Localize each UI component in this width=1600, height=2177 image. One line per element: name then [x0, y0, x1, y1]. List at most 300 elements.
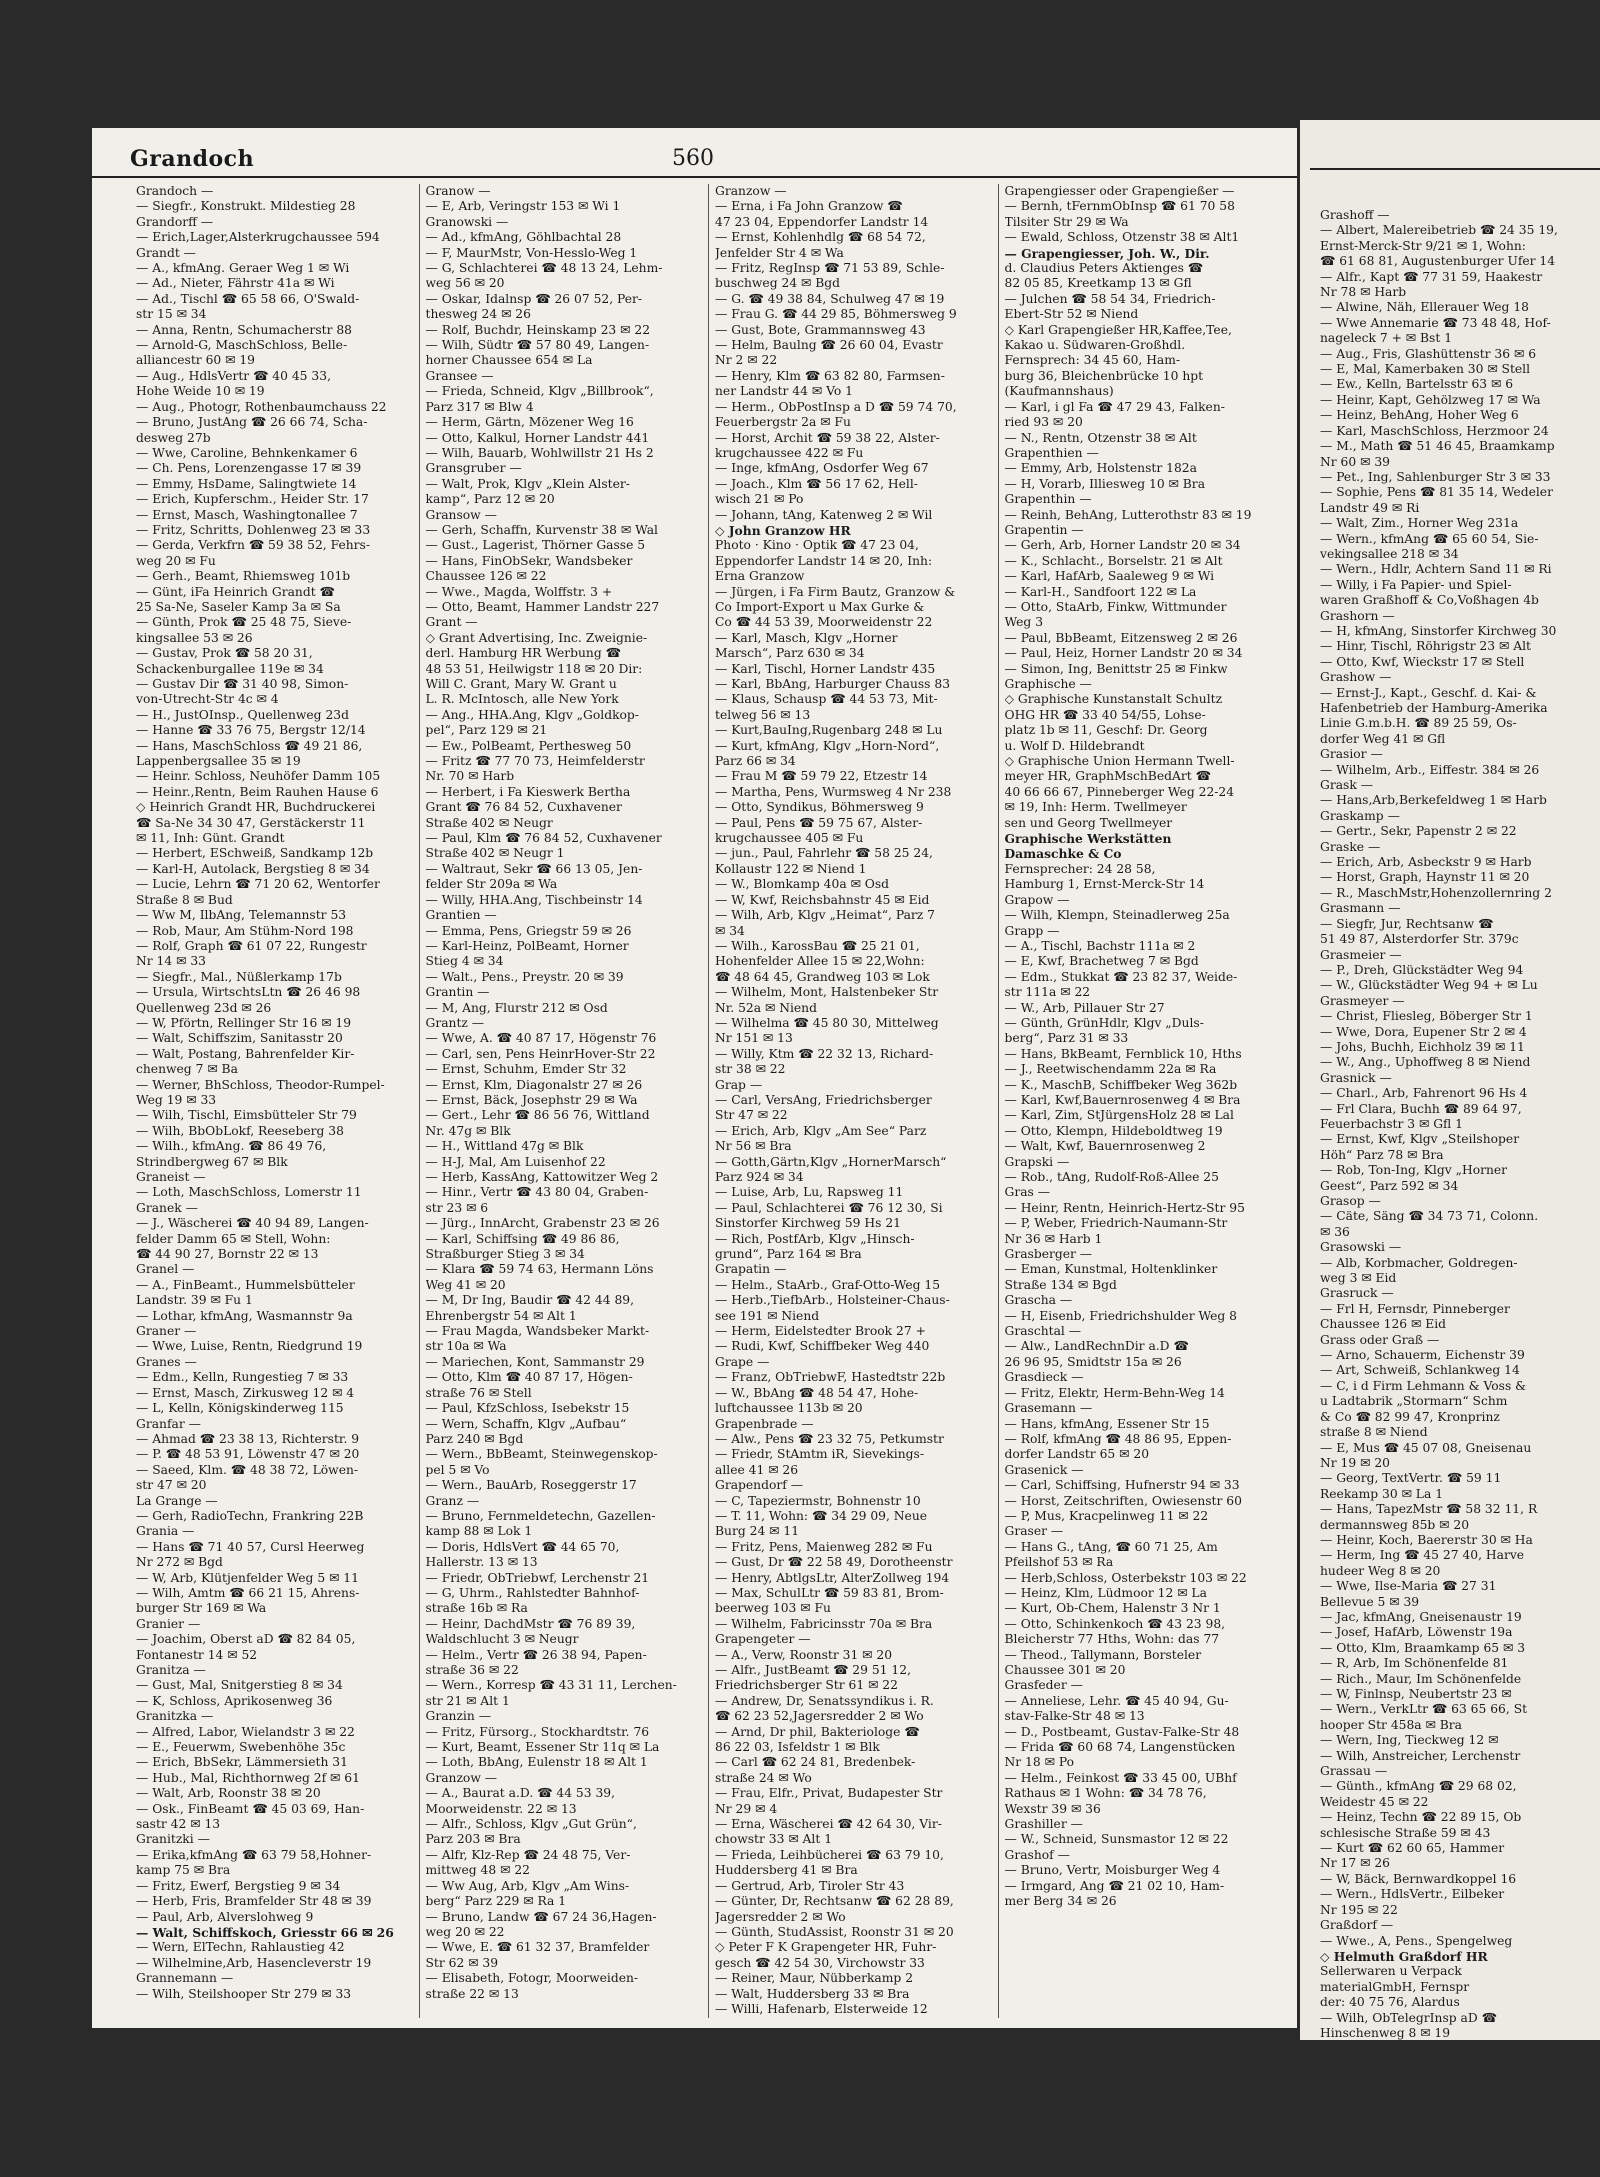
directory-entry: — Paul, Klm ☎ 76 84 52, Cuxhavener [425, 831, 662, 846]
directory-entry: — A., Tischl, Bachstr 111a ✉ 2 [1004, 938, 1196, 953]
directory-entry: meyer HR, GraphMschBedArt ☎ [1004, 769, 1211, 784]
directory-entry: Weg 19 ✉ 33 [136, 1092, 217, 1107]
directory-entry: — Emma, Pens, Griegstr 59 ✉ 26 [425, 923, 632, 938]
directory-entry: Grapski — [1004, 1154, 1070, 1169]
facing-page-entry: & Co ☎ 82 99 47, Kronprinz [1320, 1409, 1500, 1424]
directory-entry: Gransow — [425, 507, 497, 522]
column-1 [130, 184, 420, 2018]
directory-entry: straße 36 ✉ 22 [425, 1663, 519, 1677]
directory-entry: — Karl, BbAng, Harburger Chauss 83 [715, 677, 951, 691]
facing-page-entry: — Wern., Hdlr, Achtern Sand 11 ✉ Ri [1320, 562, 1552, 577]
facing-page-entry: Landstr 49 ✉ Ri [1320, 500, 1420, 515]
directory-entry: — Bernh, tFernmObInsp ☎ 61 70 58 [1004, 199, 1235, 214]
directory-entry: — Karl, Kwf,Bauernrosenweg 4 ✉ Bra [1004, 1092, 1241, 1107]
directory-entry: Hamburg 1, Ernst-Merck-Str 14 [1004, 877, 1205, 892]
directory-entry: Nr 29 ✉ 4 [715, 1801, 778, 1816]
directory-entry: — Ernst, Bäck, Josephstr 29 ✉ Wa [425, 1092, 638, 1107]
directory-entry: — Helm., Vertr ☎ 26 38 94, Papen- [425, 1647, 647, 1662]
facing-page-entry: — E, Mal, Kamerbaken 30 ✉ Stell [1320, 362, 1531, 377]
directory-entry: — Karl, i gl Fa ☎ 47 29 43, Falken- [1004, 399, 1225, 414]
directory-entry: ried 93 ✉ 20 [1004, 415, 1083, 430]
directory-entry: — Rich, PostfArb, Klgv „Hinsch- [715, 1231, 915, 1246]
directory-entry: — Helm, Baulng ☎ 26 60 04, Evastr [715, 338, 943, 353]
directory-entry: La Grange — [136, 1493, 218, 1508]
facing-page-entry: — Alwine, Näh, Ellerauer Weg 18 [1320, 300, 1529, 315]
directory-entry: — Karl-H., Sandfoort 122 ✉ La [1004, 584, 1197, 599]
directory-entry: Str 62 ✉ 39 [425, 1955, 499, 1970]
facing-page-entry: — Otto, Kwf, Wieckstr 17 ✉ Stell [1320, 654, 1525, 669]
directory-entry: — Rob., tAng, Rudolf-Roß-Allee 25 [1004, 1170, 1219, 1184]
directory-entry: — Walt, Arb, Roonstr 38 ✉ 20 [136, 1786, 321, 1801]
facing-page-entry: — W., Glückstädter Weg 94 + ✉ Lu [1320, 978, 1538, 993]
directory-entry: dorfer Landstr 65 ✉ 20 [1004, 1447, 1150, 1462]
directory-entry: — Arnold-G, MaschSchloss, Belle- [136, 338, 348, 353]
directory-entry: — Wilhelma ☎ 45 80 30, Mittelweg [715, 1015, 939, 1030]
directory-entry: Granow — [425, 184, 491, 198]
directory-entry: Co ☎ 44 53 39, Moorweidenstr 22 [715, 615, 933, 630]
directory-entry: Kollaustr 122 ✉ Niend 1 [715, 861, 867, 876]
directory-entry: telweg 56 ✉ 13 [715, 707, 811, 722]
facing-page-entry: Hinschenweg 8 ✉ 19 [1320, 2025, 1451, 2040]
directory-entry: Hallerstr. 13 ✉ 13 [425, 1555, 538, 1570]
directory-entry: derl. Hamburg HR Werbung ☎ [425, 646, 621, 661]
directory-entry: — Karl, HafArb, Saaleweg 9 ✉ Wi [1004, 569, 1215, 584]
facing-page-entry: — Günth., kfmAng ☎ 29 68 02, [1320, 1779, 1517, 1794]
directory-entry: — Bruno, Landw ☎ 67 24 36,Hagen- [425, 1909, 657, 1924]
directory-entry: — Otto, Syndikus, Böhmersweg 9 [715, 800, 924, 815]
directory-entry: ◇ Karl Grapengießer HR,Kaffee,Tee, [1004, 322, 1232, 337]
facing-page-entry: Graskamp — [1320, 808, 1400, 823]
facing-page-entry: — P., Dreh, Glückstädter Weg 94 [1320, 962, 1524, 977]
directory-entry: — Herb,Schloss, Osterbekstr 103 ✉ 22 [1004, 1570, 1247, 1585]
facing-page-entry: straße 8 ✉ Niend [1320, 1425, 1428, 1440]
directory-entry: Grashiller — [1004, 1817, 1083, 1832]
directory-entry: — Simon, Ing, Benittstr 25 ✉ Finkw [1004, 661, 1228, 676]
directory-entry: — Walt., Pens., Preystr. 20 ✉ 39 [425, 969, 624, 984]
directory-entry: — Karl-Heinz, PolBeamt, Horner [425, 938, 629, 953]
facing-page-entry: — Georg, TextVertr. ☎ 59 11 [1320, 1471, 1502, 1486]
directory-entry: str 111a ✉ 22 [1004, 985, 1091, 1000]
directory-entry: — Wwe, Luise, Rentn, Riedgrund 19 [136, 1339, 363, 1354]
directory-entry: — Herm., ObPostInsp a D ☎ 59 74 70, [715, 399, 957, 414]
directory-entry: Grasemann — [1004, 1401, 1093, 1416]
facing-page-entry: — Wern., VerkLtr ☎ 63 65 66, St [1320, 1702, 1528, 1717]
directory-entry: — Wern., Korresp ☎ 43 31 11, Lerchen- [425, 1678, 677, 1693]
directory-entry: — Frau M ☎ 59 79 22, Etzestr 14 [715, 769, 928, 784]
directory-entry: Nr. 70 ✉ Harb [425, 769, 515, 784]
directory-entry: felder Damm 65 ✉ Stell, Wohn: [136, 1231, 331, 1246]
directory-entry: — Erich, Arb, Klgv „Am See“ Parz [715, 1123, 927, 1138]
directory-entry: — Anna, Rentn, Schumacherstr 88 [136, 322, 353, 337]
directory-entry: Parz 240 ✉ Bgd [425, 1431, 524, 1446]
directory-entry: — Gust., Lagerist, Thörner Gasse 5 [425, 538, 646, 553]
directory-entry: — Gerh., Beamt, Rhiemsweg 101b [136, 569, 351, 584]
directory-entry: Moorweidenstr. 22 ✉ 13 [425, 1801, 577, 1816]
directory-entry: — Waltraut, Sekr ☎ 66 13 05, Jen- [425, 861, 643, 876]
directory-entry: — Jürg., InnArcht, Grabenstr 23 ✉ 26 [425, 1216, 660, 1231]
directory-entry: — Walt, Huddersberg 33 ✉ Bra [715, 1986, 910, 2001]
directory-entry: Nr 18 ✉ Po [1004, 1755, 1074, 1770]
facing-page-entry: — Aug., Fris, Glashüttenstr 36 ✉ 6 [1320, 346, 1537, 361]
directory-entry: Hohenfelder Allee 15 ✉ 22,Wohn: [715, 954, 925, 969]
directory-entry: sastr 42 ✉ 13 [136, 1817, 221, 1832]
facing-page-entry: ◇ Helmuth Graßdorf HR [1320, 1948, 1488, 1964]
directory-entry: — Hinr., Vertr ☎ 43 80 04, Graben- [425, 1185, 649, 1200]
directory-entry: — Paul, Pens ☎ 59 75 67, Alster- [715, 815, 923, 830]
facing-page-entry: — Ernst, Kwf, Klgv „Steilshoper [1320, 1132, 1520, 1147]
directory-entry: — Wern, ElTechn, Rahlaustieg 42 [136, 1940, 345, 1955]
facing-page-entry: Graske — [1320, 839, 1381, 854]
directory-entry: Straßburger Stieg 3 ✉ 34 [425, 1247, 585, 1262]
directory-entry: — Jürgen, i Fa Firm Bautz, Granzow & [715, 584, 956, 599]
directory-entry: — W., Schneid, Sunsmastor 12 ✉ 22 [1004, 1832, 1229, 1847]
directory-entry: — Ad., Nieter, Fährstr 41a ✉ Wi [136, 276, 335, 291]
directory-entry: — Werner, BhSchloss, Theodor-Rumpel- [136, 1077, 385, 1092]
directory-entry: krugchaussee 405 ✉ Fu [715, 831, 864, 846]
directory-entry: — Alw., Pens ☎ 23 32 75, Petkumstr [715, 1431, 944, 1446]
facing-page-entry: — E, Mus ☎ 45 07 08, Gneisenau [1320, 1440, 1532, 1455]
directory-entry: — jun., Paul, Fahrlehr ☎ 58 25 24, [715, 846, 933, 861]
facing-page-entry: — Wilhelm, Arb., Eiffestr. 384 ✉ 26 [1320, 762, 1540, 777]
directory-entry: — Wilh, Arb, Klgv „Heimat“, Parz 7 [715, 908, 936, 923]
directory-entry: Grandorff — [136, 214, 214, 229]
directory-entry: — Kurt, Ob-Chem, Halenstr 3 Nr 1 [1004, 1601, 1221, 1616]
directory-entry: — Ww Aug, Arb, Klgv „Am Wins- [425, 1878, 630, 1893]
directory-entry: — Otto, Schinkenkoch ☎ 43 23 98, [1004, 1616, 1226, 1631]
directory-entry: straße 76 ✉ Stell [425, 1385, 532, 1400]
directory-entry: Grapenbrade — [715, 1416, 814, 1431]
directory-entry: Granitzki — [136, 1832, 210, 1847]
directory-entry: — Reiner, Maur, Nübberkamp 2 [715, 1971, 914, 1986]
directory-entry: — Siegfr., Konstrukt. Mildestieg 28 [136, 199, 356, 214]
facing-page-entry: — C, i d Firm Lehmann & Voss & [1320, 1378, 1527, 1393]
directory-entry: — G, Uhrm., Rahlstedter Bahnhof- [425, 1585, 640, 1600]
facing-page-entry: Höh“ Parz 78 ✉ Bra [1320, 1147, 1444, 1162]
directory-entry: — Bruno, JustAng ☎ 26 66 74, Scha- [136, 415, 368, 430]
facing-page-entry: — Ew., Kelln, Bartelsstr 63 ✉ 6 [1320, 377, 1514, 392]
directory-entry: straße 16b ✉ Ra [425, 1601, 528, 1616]
directory-page [92, 128, 1297, 2028]
facing-page-entry: — Hans,Arb,Berkefeldweg 1 ✉ Harb [1320, 793, 1547, 808]
directory-entry: — Herbert, i Fa Kieswerk Bertha [425, 784, 631, 799]
directory-entry: mer Berg 34 ✉ 26 [1004, 1894, 1117, 1909]
facing-page-entry: Nr 78 ✉ Harb [1320, 285, 1407, 300]
directory-entry: — Johann, tAng, Katenweg 2 ✉ Wil [715, 507, 933, 522]
directory-entry: ◇ Graphische Kunstanstalt Schultz [1004, 692, 1223, 707]
directory-entry: — Martha, Pens, Wurmsweg 4 Nr 238 [715, 784, 952, 799]
directory-entry: — Heinr, DachdMstr ☎ 76 89 39, [425, 1616, 636, 1631]
directory-entry: — Fritz, Pens, Maienweg 282 ✉ Fu [715, 1539, 933, 1554]
directory-entry: Grap — [715, 1077, 763, 1092]
directory-entry: — Ernst, Masch, Zirkusweg 12 ✉ 4 [136, 1385, 355, 1400]
directory-entry: — Joach., Klm ☎ 56 17 62, Hell- [715, 476, 918, 491]
directory-entry: — T. 11, Wohn: ☎ 34 29 09, Neue [715, 1508, 928, 1523]
directory-entry: Grapatin — [715, 1262, 787, 1277]
facing-page-entry: Nr 19 ✉ 20 [1320, 1455, 1390, 1470]
directory-entry: — Ww M, IlbAng, Telemannstr 53 [136, 908, 347, 923]
directory-entry: Grapenthien — [1004, 445, 1099, 460]
directory-entry: Rathaus ✉ 1 Wohn: ☎ 34 78 76, [1004, 1786, 1207, 1801]
directory-entry: chowstr 33 ✉ Alt 1 [715, 1832, 833, 1847]
directory-entry: — Gertrud, Arb, Tiroler Str 43 [715, 1878, 905, 1893]
facing-page-entry: — Wwe., A, Pens., Spengelweg [1320, 1933, 1513, 1948]
directory-entry: — Willi, Hafenarb, Elsterweide 12 [715, 2001, 928, 2016]
directory-entry: pel“, Parz 129 ✉ 21 [425, 723, 548, 738]
facing-page-entry: schlesische Straße 59 ✉ 43 [1320, 1825, 1491, 1840]
directory-entry: — Loth, MaschSchloss, Lomerstr 11 [136, 1185, 362, 1200]
directory-entry: ◇ Peter F K Grapengeter HR, Fuhr- [715, 1940, 937, 1955]
directory-entry: — Julchen ☎ 58 54 34, Friedrich- [1004, 291, 1216, 306]
directory-entry: — Günth, GrünHdlr, Klgv „Duls- [1004, 1015, 1204, 1030]
directory-entry: — Ewald, Schloss, Otzenstr 38 ✉ Alt1 [1004, 230, 1240, 245]
directory-entry: — Alfr, Klz-Rep ☎ 24 48 75, Ver- [425, 1847, 631, 1862]
directory-entry: berg“ Parz 229 ✉ Ra 1 [425, 1894, 567, 1909]
directory-entry: Jenfelder Str 4 ✉ Wa [715, 245, 844, 260]
directory-entry: — A., FinBeamt., Hummelsbütteler [136, 1277, 355, 1292]
directory-entry: — Klara ☎ 59 74 63, Hermann Löns [425, 1262, 654, 1277]
facing-page-entry: Grasowski — [1320, 1240, 1402, 1255]
columns [130, 184, 1287, 2018]
facing-page-entry: Hafenbetrieb der Hamburg-Amerika [1320, 701, 1548, 715]
directory-entry: Jagersredder 2 ✉ Wo [715, 1909, 846, 1924]
directory-entry: str 23 ✉ 6 [425, 1200, 489, 1215]
directory-entry: Nr 36 ✉ Harb 1 [1004, 1231, 1103, 1246]
facing-page-entry: — Willy, i Fa Papier- und Spiel- [1320, 577, 1512, 592]
facing-page-entry: Nr 195 ✉ 22 [1320, 1902, 1398, 1917]
directory-entry: 47 23 04, Eppendorfer Landstr 14 [715, 214, 929, 229]
directory-entry: — Hans ☎ 71 40 57, Cursl Heerweg [136, 1539, 365, 1554]
directory-entry: — F, MaurMstr, Von-Hesslo-Weg 1 [425, 245, 638, 260]
directory-entry: — Erich, Kupferschm., Heider Str. 17 [136, 492, 369, 507]
directory-entry: — Hans G., tAng, ☎ 60 71 25, Am [1004, 1539, 1218, 1554]
directory-entry: — Wilhelm, Fabricinsstr 70a ✉ Bra [715, 1616, 933, 1631]
directory-entry: kamp 88 ✉ Lok 1 [425, 1524, 533, 1539]
directory-entry: Marsch“, Parz 630 ✉ 34 [715, 646, 865, 661]
directory-entry: — Hans, BkBeamt, Fernblick 10, Hths [1004, 1046, 1242, 1061]
facing-page-entry: — Otto, Klm, Braamkamp 65 ✉ 3 [1320, 1640, 1526, 1655]
directory-entry: — Fritz, RegInsp ☎ 71 53 89, Schle- [715, 261, 945, 276]
directory-entry: Hohe Weide 10 ✉ 19 [136, 384, 265, 399]
directory-entry: — Wern., BauArb, Roseggerstr 17 [425, 1478, 637, 1493]
directory-entry: — Saeed, Klm. ☎ 48 38 72, Löwen- [136, 1462, 359, 1477]
directory-entry: — Karl, Masch, Klgv „Horner [715, 630, 898, 645]
directory-entry: — Paul, BbBeamt, Eitzensweg 2 ✉ 26 [1004, 630, 1238, 645]
facing-page-entry: — Walt, Zim., Horner Weg 231a [1320, 516, 1519, 531]
directory-entry: kamp“, Parz 12 ✉ 20 [425, 492, 555, 507]
facing-page-entry: — Christ, Fliesleg, Böberger Str 1 [1320, 1009, 1533, 1024]
facing-page-entry: Graßdorf — [1320, 1918, 1394, 1933]
directory-entry: Will C. Grant, Mary W. Grant u [425, 677, 617, 691]
directory-entry: — Karl-H, Autolack, Bergstieg 8 ✉ 34 [136, 861, 370, 876]
directory-entry: — Willy, HHA.Ang, Tischbeinstr 14 [425, 892, 643, 907]
directory-entry: — Wilh., kfmAng. ☎ 86 49 76, [136, 1139, 327, 1154]
directory-entry: — Rob, Maur, Am Stühm-Nord 198 [136, 923, 354, 938]
directory-entry: — K, Schloss, Aprikosenweg 36 [136, 1693, 333, 1708]
directory-entry: — Bruno, Vertr, Moisburger Weg 4 [1004, 1863, 1221, 1878]
directory-entry: — Helm., StaArb., Graf-Otto-Weg 15 [715, 1277, 941, 1292]
facing-page-entry: Weidestr 45 ✉ 22 [1320, 1794, 1429, 1809]
directory-entry: — Günt, iFa Heinrich Grandt ☎ [136, 584, 335, 599]
facing-page-entry: — M., Math ☎ 51 46 45, Braamkamp [1320, 439, 1555, 454]
facing-page-entry: Reekamp 30 ✉ La 1 [1320, 1486, 1444, 1501]
directory-entry: kingsallee 53 ✉ 26 [136, 630, 253, 645]
directory-entry: luftchaussee 113b ✉ 20 [715, 1401, 863, 1416]
facing-page-entry: — W, Finlnsp, Neubertstr 23 ✉ [1320, 1687, 1512, 1701]
directory-entry: Grania — [136, 1524, 195, 1539]
directory-entry: — H., Wittland 47g ✉ Blk [425, 1139, 584, 1154]
directory-entry: Straße 402 ✉ Neugr [425, 815, 553, 830]
directory-entry: — Friedr, ObTriebwf, Lerchenstr 21 [425, 1570, 650, 1585]
facing-page-entry: Grashorn — [1320, 608, 1395, 623]
directory-entry: — Gerh, RadioTechn, Frankring 22B [136, 1508, 364, 1523]
directory-entry: — Frida ☎ 60 68 74, Langenstücken [1004, 1740, 1236, 1755]
directory-entry: — Erich,Lager,Alsterkrugchaussee 594 [136, 230, 380, 245]
facing-page-entry: — Gertr., Sekr, Papenstr 2 ✉ 22 [1320, 824, 1517, 839]
directory-entry: — Willy, Ktm ☎ 22 32 13, Richard- [715, 1046, 934, 1061]
facing-page-entry: Bellevue 5 ✉ 39 [1320, 1594, 1420, 1609]
directory-entry: Weg 41 ✉ 20 [425, 1277, 506, 1292]
directory-entry: — Doris, HdlsVert ☎ 44 65 70, [425, 1539, 620, 1554]
directory-entry: — N., Rentn, Otzenstr 38 ✉ Alt [1004, 430, 1197, 445]
directory-entry: — Carl ☎ 62 24 81, Bredenbek- [715, 1755, 916, 1770]
directory-entry: — Erika,kfmAng ☎ 63 79 58,Hohner- [136, 1847, 372, 1862]
facing-page-entry: — Erich, Arb, Asbeckstr 9 ✉ Harb [1320, 855, 1532, 870]
directory-entry: — A., Baurat a.D. ☎ 44 53 39, [425, 1786, 616, 1801]
directory-entry: 40 66 66 67, Pinneberger Weg 22-24 [1004, 784, 1235, 799]
directory-entry: ✉ 11, Inh: Günt. Grandt [136, 831, 285, 846]
directory-entry: burger Str 169 ✉ Wa [136, 1601, 267, 1616]
directory-entry: — Theod., Tallymann, Borsteler [1004, 1647, 1202, 1662]
directory-entry: — Herb, Fris, Bramfelder Str 48 ✉ 39 [136, 1894, 372, 1909]
directory-entry: — Alw., LandRechnDir a.D ☎ [1004, 1339, 1189, 1354]
facing-page-entry: — R, Arb, Im Schönenfelde 81 [1320, 1656, 1509, 1671]
directory-entry: — Hans, kfmAng, Essener Str 15 [1004, 1416, 1210, 1431]
directory-entry: mittweg 48 ✉ 22 [425, 1863, 530, 1878]
directory-entry: — Heinr, Rentn, Heinrich-Hertz-Str 95 [1004, 1200, 1245, 1215]
directory-entry: — Gerh, Arb, Horner Landstr 20 ✉ 34 [1004, 538, 1241, 553]
facing-page-entry: Grasop — [1320, 1194, 1381, 1208]
directory-entry: — Wwe, A. ☎ 40 87 17, Högenstr 76 [425, 1031, 657, 1046]
directory-entry: Straße 134 ✉ Bgd [1004, 1277, 1117, 1292]
facing-page-entry: 51 49 87, Alsterdorfer Str. 379c [1320, 932, 1519, 947]
facing-page-entry: Grasior — [1320, 747, 1383, 762]
directory-entry: — Inge, kfmAng, Osdorfer Weg 67 [715, 461, 929, 476]
directory-entry: Wexstr 39 ✉ 36 [1004, 1801, 1101, 1816]
directory-entry: — Paul, Schlachterei ☎ 76 12 30, Si [715, 1200, 943, 1215]
directory-entry: stav-Falke-Str 48 ✉ 13 [1004, 1709, 1145, 1724]
directory-entry: Pfeilshof 53 ✉ Ra [1004, 1555, 1114, 1570]
directory-entry: Kakao u. Südwaren-Großhdl. [1004, 338, 1186, 353]
directory-entry: — Wilh, BbObLokf, Reeseberg 38 [136, 1123, 344, 1138]
directory-entry: Nr 14 ✉ 33 [136, 954, 206, 969]
directory-entry: — A., Verw, Roonstr 31 ✉ 20 [715, 1647, 893, 1662]
directory-entry: — W., Arb, Pillauer Str 27 [1004, 1000, 1165, 1015]
directory-entry: — Wern, Schaffn, Klgv „Aufbau“ [425, 1416, 627, 1431]
directory-entry: felder Str 209a ✉ Wa [425, 877, 558, 892]
running-head: Grandoch [130, 146, 255, 172]
directory-entry: Graser — [1004, 1524, 1064, 1539]
directory-entry: — Elisabeth, Fotogr, Moorweiden- [425, 1971, 639, 1986]
directory-entry: Burg 24 ✉ 11 [715, 1524, 800, 1539]
directory-entry: u. Wolf D. Hildebrandt [1004, 738, 1145, 753]
directory-entry: — Wilh, Steilshooper Str 279 ✉ 33 [136, 1986, 352, 2001]
directory-entry: Photo · Kino · Optik ☎ 47 23 04, [715, 538, 919, 553]
directory-entry: — P, Mus, Kracpelinweg 11 ✉ 22 [1004, 1508, 1209, 1523]
facing-page-entry: Grassau — [1320, 1764, 1388, 1779]
directory-entry: — Loth, BbAng, Eulenstr 18 ✉ Alt 1 [425, 1755, 648, 1770]
directory-entry: Damaschke & Co [1004, 846, 1122, 862]
directory-entry: — Erna, i Fa John Granzow ☎ [715, 199, 903, 214]
directory-entry: — H, Eisenb, Friedrichshulder Weg 8 [1004, 1308, 1237, 1323]
directory-entry: Grapow — [1004, 892, 1070, 907]
directory-entry: Erna Granzow [715, 569, 805, 584]
directory-entry: — Otto, Beamt, Hammer Landstr 227 [425, 599, 660, 614]
directory-entry: — A., kfmAng. Geraer Weg 1 ✉ Wi [136, 261, 350, 276]
directory-entry: — E, Arb, Veringstr 153 ✉ Wi 1 [425, 199, 621, 214]
directory-entry: — J., Wäscherei ☎ 40 94 89, Langen- [136, 1216, 369, 1231]
directory-entry: ☎ 44 90 27, Bornstr 22 ✉ 13 [136, 1247, 319, 1262]
facing-page-entry: — Heinz, Techn ☎ 22 89 15, Ob [1320, 1810, 1522, 1825]
directory-entry: — Kurt,BauIng,Rugenbarg 248 ✉ Lu [715, 723, 943, 738]
directory-entry: — Eman, Kunstmal, Holtenklinker [1004, 1262, 1218, 1277]
directory-entry: Nr 56 ✉ Bra [715, 1139, 792, 1154]
directory-entry: ◇ Graphische Union Hermann Twell- [1004, 754, 1235, 769]
facing-page-entry: Grasmeier — [1320, 947, 1402, 962]
directory-entry: Granel — [136, 1262, 195, 1277]
facing-page-entry: hooper Str 458a ✉ Bra [1320, 1717, 1462, 1732]
facing-page-entry: — Jac, kfmAng, Gneisenaustr 19 [1320, 1609, 1522, 1624]
directory-entry: — P, Weber, Friedrich-Naumann-Str [1004, 1216, 1228, 1231]
directory-entry: — P. ☎ 48 53 91, Löwenstr 47 ✉ 20 [136, 1447, 360, 1462]
directory-entry: — Mariechen, Kont, Sammanstr 29 [425, 1354, 645, 1369]
directory-entry: Grapendorf — [715, 1478, 804, 1493]
directory-entry: — Fritz, Ewerf, Bergstieg 9 ✉ 34 [136, 1878, 341, 1893]
facing-page-entry: — Heinr, Kapt, Gehölzweg 17 ✉ Wa [1320, 392, 1541, 407]
directory-entry: — E, Kwf, Brachetweg 7 ✉ Bgd [1004, 954, 1199, 969]
directory-entry: grund“, Parz 164 ✉ Bra [715, 1247, 862, 1262]
directory-entry: — Frieda, Leihbücherei ☎ 63 79 10, [715, 1847, 944, 1862]
directory-entry: platz 1b ✉ 11, Geschf: Dr. Georg [1004, 723, 1208, 738]
directory-entry: — K., Schlacht., Borselstr. 21 ✉ Alt [1004, 553, 1223, 568]
facing-page-entry: Grashow — [1320, 670, 1392, 685]
directory-entry: Weg 3 [1004, 615, 1044, 630]
directory-entry: — Ernst, Schuhm, Emder Str 32 [425, 1062, 627, 1077]
directory-entry: — Ernst, Klm, Diagonalstr 27 ✉ 26 [425, 1077, 643, 1092]
directory-entry: Str 47 ✉ 22 [715, 1108, 788, 1123]
directory-entry: Grandt — [136, 245, 196, 260]
directory-entry: OHG HR ☎ 33 40 54/55, Lohse- [1004, 707, 1206, 722]
directory-entry: Nr. 47g ✉ Blk [425, 1123, 511, 1138]
facing-page-entry: — Ernst-J., Kapt., Geschf. d. Kai- & [1320, 685, 1537, 700]
directory-entry: — W, Kwf, Reichsbahnstr 45 ✉ Eid [715, 892, 930, 907]
directory-entry: sen und Georg Twellmeyer [1004, 815, 1173, 830]
directory-entry: — Arnd, Dr phil, Bakteriologe ☎ [715, 1724, 920, 1739]
directory-entry: — Klaus, Schausp ☎ 44 53 73, Mit- [715, 692, 938, 707]
directory-entry: Grantin — [425, 985, 490, 1000]
directory-entry: — Kurt, Beamt, Essener Str 11q ✉ La [425, 1740, 660, 1755]
directory-entry: — Horst, Archit ☎ 59 38 22, Alster- [715, 430, 940, 445]
column-4 [999, 184, 1288, 2018]
directory-entry: — Ad., kfmAng, Göhlbachtal 28 [425, 230, 622, 245]
directory-entry: — Joachim, Oberst aD ☎ 82 84 05, [136, 1632, 356, 1647]
directory-entry: — Wwe, E. ☎ 61 32 37, Bramfelder [425, 1940, 650, 1955]
facing-page-entry: — Frl Clara, Buchh ☎ 89 64 97, [1320, 1101, 1522, 1116]
directory-entry: — W., Blomkamp 40a ✉ Osd [715, 877, 890, 892]
directory-entry: — Wilh, Klempn, Steinadlerweg 25a [1004, 908, 1230, 923]
directory-entry: — Heinr.,Rentn, Beim Rauhen Hause 6 [136, 784, 379, 799]
directory-entry: — Fritz, Elektr, Herm-Behn-Weg 14 [1004, 1385, 1225, 1400]
directory-entry: Graneist — [136, 1170, 206, 1184]
